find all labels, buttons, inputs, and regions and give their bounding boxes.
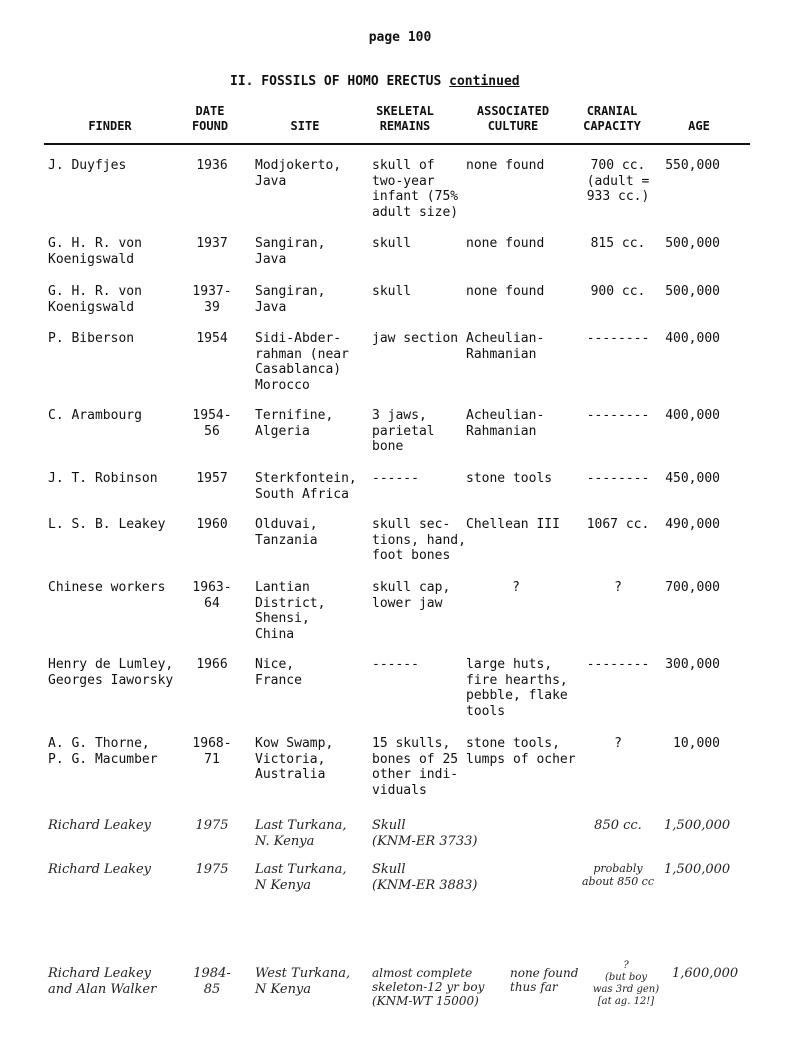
culture-cell: Acheulian- Rahmanian xyxy=(466,408,545,439)
remains-cell: Skull (KNM-ER 3733) xyxy=(372,818,478,849)
cranial-cell: -------- xyxy=(586,657,650,672)
site-cell: Sidi-Abder- rahman (near Casablanca) Morocco xyxy=(255,331,349,393)
age-cell: 500,000 xyxy=(665,236,720,251)
age-cell: 400,000 xyxy=(665,331,720,346)
site-cell: Sangiran, Java xyxy=(255,236,326,267)
header-rule xyxy=(44,143,750,145)
site-cell: Ternifine, Algeria xyxy=(255,408,334,439)
site-cell: Last Turkana, N. Kenya xyxy=(255,818,347,849)
header-site: SITE xyxy=(290,119,320,133)
culture-cell: none found xyxy=(466,158,545,173)
remains-cell: skull of two-year infant (75% adult size) xyxy=(372,158,459,220)
age-cell: 550,000 xyxy=(665,158,720,173)
date-cell: 1984- 85 xyxy=(193,966,231,997)
cranial-cell: -------- xyxy=(586,408,650,423)
cranial-cell: ? (but boy was 3rd gen) [at ag. 12!] xyxy=(592,960,660,1007)
remains-cell: ------ xyxy=(372,657,419,672)
age-cell: 10,000 xyxy=(673,736,720,751)
date-cell: 1936 xyxy=(196,158,228,173)
site-cell: Lantian District, Shensi, China xyxy=(255,580,326,642)
cranial-cell: 815 cc. xyxy=(590,236,646,251)
remains-cell: 3 jaws, parietal bone xyxy=(372,408,435,454)
remains-cell: 15 skulls, bones of 25 other indi- viduals xyxy=(372,736,459,798)
title-main: II. FOSSILS OF HOMO ERECTUS xyxy=(230,74,442,89)
age-cell: 490,000 xyxy=(665,517,720,532)
date-cell: 1963- 64 xyxy=(192,580,232,611)
cranial-cell: -------- xyxy=(586,331,650,346)
age-cell: 450,000 xyxy=(665,471,720,486)
finder-cell: Chinese workers xyxy=(48,580,166,595)
cranial-cell: 850 cc. xyxy=(594,818,642,833)
date-cell: 1975 xyxy=(195,862,229,877)
site-cell: Last Turkana, N Kenya xyxy=(255,862,347,893)
page-number: page 100 xyxy=(368,30,432,45)
culture-cell: stone tools, lumps of ocher xyxy=(466,736,576,767)
site-cell: Nice, France xyxy=(255,657,302,688)
date-cell: 1937- 39 xyxy=(192,284,232,315)
site-cell: Sterkfontein, South Africa xyxy=(255,471,357,502)
culture-cell: ? xyxy=(512,580,520,595)
remains-cell: jaw section xyxy=(372,331,459,346)
culture-cell: Chellean III xyxy=(466,517,560,532)
finder-cell: Henry de Lumley, Georges Iaworsky xyxy=(48,657,174,688)
finder-cell: P. Biberson xyxy=(48,331,135,346)
culture-cell: none found xyxy=(466,236,545,251)
site-cell: Kow Swamp, Victoria, Australia xyxy=(255,736,334,782)
finder-cell: G. H. R. von Koenigswald xyxy=(48,236,142,267)
remains-cell: skull sec- tions, hand, foot bones xyxy=(372,517,466,563)
age-cell: 400,000 xyxy=(665,408,720,423)
header-finder: FINDER xyxy=(88,119,132,133)
culture-cell: stone tools xyxy=(466,471,553,486)
date-cell: 1954- 56 xyxy=(192,408,232,439)
remains-cell: skull xyxy=(372,284,412,299)
header-age: AGE xyxy=(688,119,710,133)
finder-cell: A. G. Thorne, P. G. Macumber xyxy=(48,736,158,767)
age-cell: 1,600,000 xyxy=(672,966,739,981)
age-cell: 500,000 xyxy=(665,284,720,299)
finder-cell: Richard Leakey xyxy=(48,862,152,877)
cranial-cell: ? xyxy=(614,736,622,751)
cranial-cell: 1067 cc. xyxy=(586,517,650,532)
finder-cell: C. Arambourg xyxy=(48,408,142,423)
remains-cell: Skull (KNM-ER 3883) xyxy=(372,862,478,893)
date-cell: 1975 xyxy=(195,818,229,833)
age-cell: 700,000 xyxy=(665,580,720,595)
title-continued: continued xyxy=(449,74,520,89)
date-cell: 1954 xyxy=(196,331,228,346)
age-cell: 300,000 xyxy=(665,657,720,672)
culture-cell: large huts, fire hearths, pebble, flake tools xyxy=(466,657,568,719)
date-cell: 1966 xyxy=(196,657,228,672)
culture-cell: none found xyxy=(466,284,545,299)
cranial-cell: ? xyxy=(614,580,622,595)
cranial-cell: probably about 850 cc xyxy=(581,862,655,888)
header-cranial: CRANIAL CAPACITY xyxy=(583,104,641,133)
remains-cell: skull cap, lower jaw xyxy=(372,580,451,611)
remains-cell: almost complete skeleton-12 yr boy (KNM-WT 15000) xyxy=(372,966,485,1008)
date-cell: 1957 xyxy=(196,471,228,486)
finder-cell: J. T. Robinson xyxy=(48,471,158,486)
site-cell: West Turkana, N Kenya xyxy=(255,966,351,997)
date-cell: 1960 xyxy=(196,517,228,532)
remains-cell: skull xyxy=(372,236,412,251)
section-title xyxy=(230,74,520,89)
remains-cell: ------ xyxy=(372,471,419,486)
site-cell: Modjokerto, Java xyxy=(255,158,342,189)
finder-cell: Richard Leakey xyxy=(48,818,152,833)
header-date: DATE FOUND xyxy=(191,104,229,133)
culture-cell: none found thus far xyxy=(510,966,579,994)
culture-cell: Acheulian- Rahmanian xyxy=(466,331,545,362)
finder-cell: J. Duyfjes xyxy=(48,158,127,173)
site-cell: Sangiran, Java xyxy=(255,284,326,315)
site-cell: Olduvai, Tanzania xyxy=(255,517,318,548)
date-cell: 1937 xyxy=(196,236,228,251)
date-cell: 1968- 71 xyxy=(192,736,232,767)
header-remains: SKELETAL REMAINS xyxy=(376,104,434,133)
cranial-cell: -------- xyxy=(586,471,650,486)
header-culture: ASSOCIATED CULTURE xyxy=(476,104,550,133)
finder-cell: Richard Leakey and Alan Walker xyxy=(48,966,157,997)
finder-cell: L. S. B. Leakey xyxy=(48,517,166,532)
finder-cell: G. H. R. von Koenigswald xyxy=(48,284,142,315)
age-cell: 1,500,000 xyxy=(664,862,731,877)
cranial-cell: 700 cc. (adult = 933 cc.) xyxy=(586,158,650,204)
age-cell: 1,500,000 xyxy=(664,818,731,833)
cranial-cell: 900 cc. xyxy=(590,284,646,299)
